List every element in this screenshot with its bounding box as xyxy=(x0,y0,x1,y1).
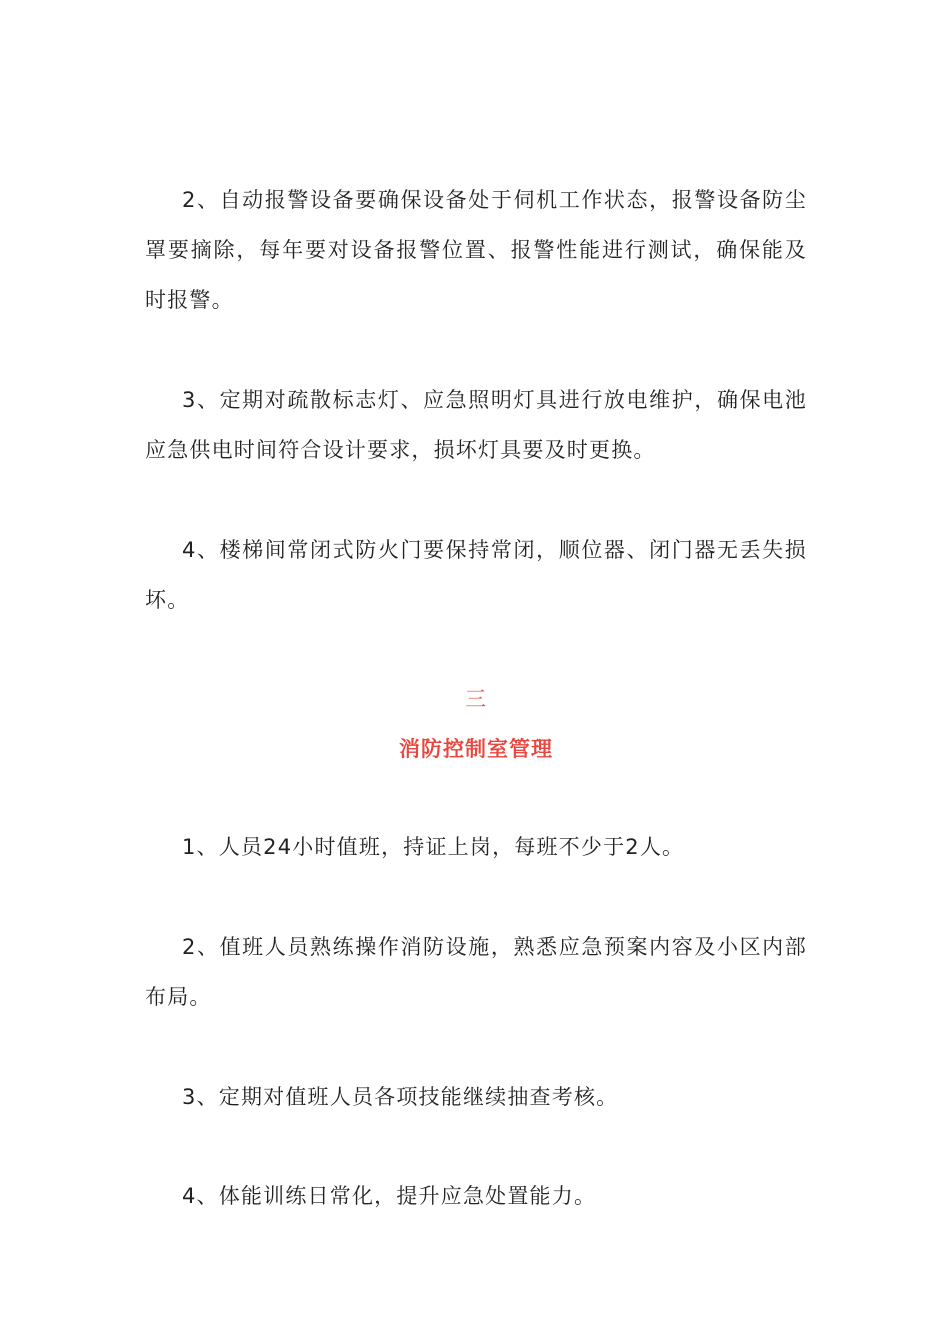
paragraph-1-duty-staff: 1、人员24小时值班，持证上岗，每班不少于2人。 xyxy=(182,835,685,859)
document-page xyxy=(145,0,807,1344)
paragraph-2-auto-alarm: 2、自动报警设备要确保设备处于伺机工作状态，报警设备防尘罩要摘除，每年要对设备报警位置、报警性能进行测试，确保能及时报警。 xyxy=(145,188,807,312)
paragraph-3-skill-assessment: 3、定期对值班人员各项技能继续抽查考核。 xyxy=(182,1085,619,1109)
paragraph-4-fire-doors: 4、楼梯间常闭式防火门要保持常闭，顺位器、闭门器无丢失损坏。 xyxy=(145,538,807,612)
section-title-heading: 消防控制室管理 xyxy=(399,737,553,761)
paragraph-2-operation-skills: 2、值班人员熟练操作消防设施，熟悉应急预案内容及小区内部布局。 xyxy=(145,935,807,1009)
paragraph-4-physical-training: 4、体能训练日常化，提升应急处置能力。 xyxy=(182,1184,597,1208)
paragraph-3-evacuation-lights: 3、定期对疏散标志灯、应急照明灯具进行放电维护，确保电池应急供电时间符合设计要求，损坏灯具要及时更换。 xyxy=(145,388,807,462)
section-number-heading: 三 xyxy=(465,687,487,711)
